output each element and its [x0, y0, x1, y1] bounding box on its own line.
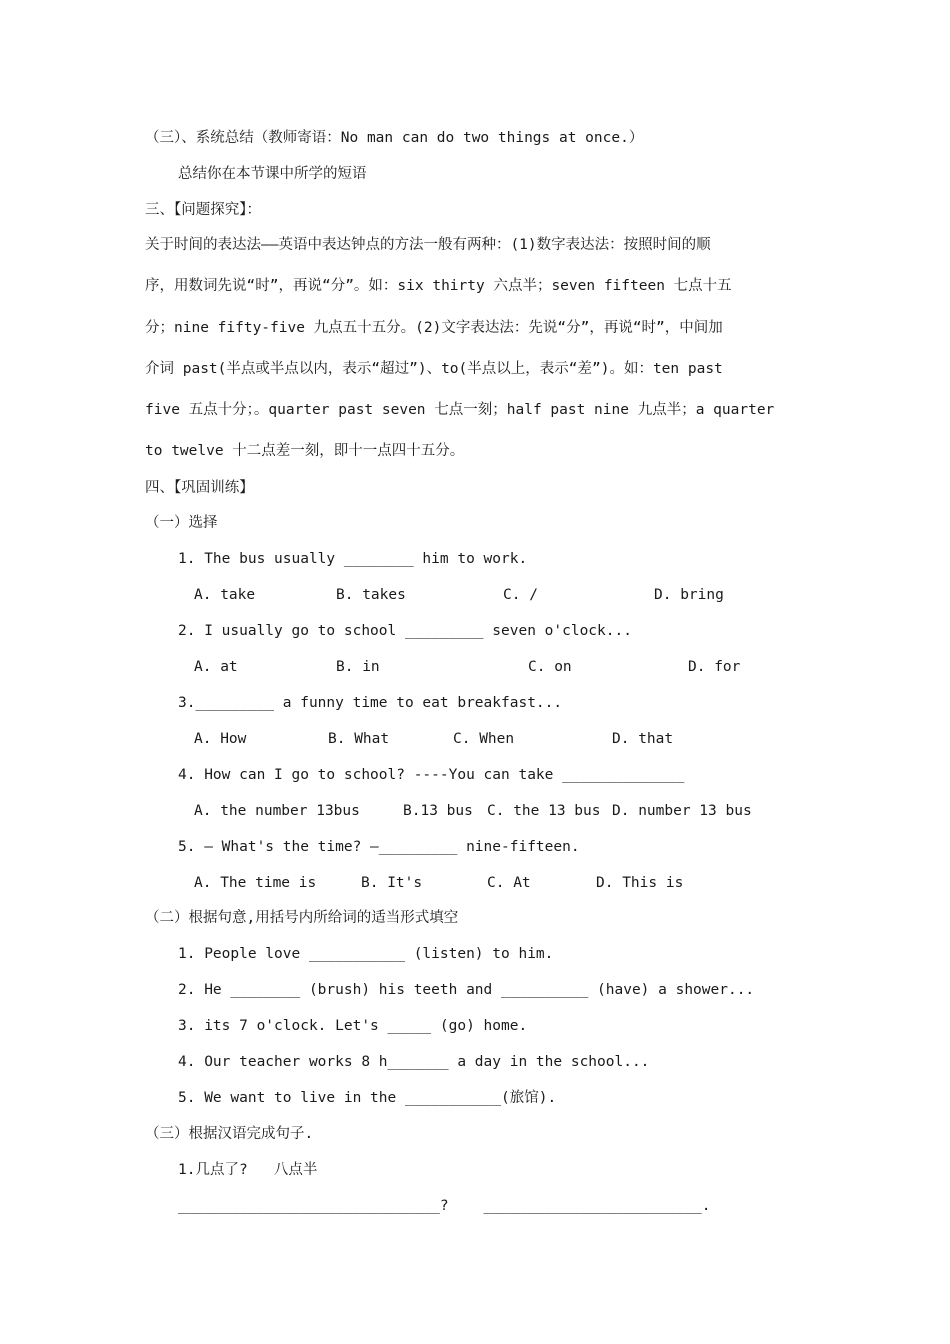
choice-question: 1. The bus usually ________ him to work.	[178, 551, 528, 567]
fill-question: 4. Our teacher works 8 h_______ a day in the school...	[178, 1054, 650, 1070]
choice-option: A. at	[194, 659, 238, 675]
choice-option: D. This is	[596, 875, 684, 891]
section-summary-text: 总结你在本节课中所学的短语	[178, 166, 367, 182]
choice-option: A. The time is	[194, 875, 317, 891]
consolidation-heading: 四、【巩固训练】	[145, 480, 254, 496]
choice-option: B. takes	[336, 587, 406, 603]
section-summary-heading: （三）、系统总结（教师寄语：No man can do two things at once.）	[145, 130, 644, 146]
choice-option: B. in	[336, 659, 380, 675]
fill-section-heading: （二）根据句意,用括号内所给词的适当形式填空	[145, 910, 459, 926]
choice-option: D. that	[612, 731, 674, 747]
choice-question: 5. — What's the time? —_________ nine-fifteen.	[178, 839, 580, 855]
choice-option: C. on	[528, 659, 572, 675]
choice-question: 2. I usually go to school _________ seven o'clock...	[178, 623, 632, 639]
choice-option: A. How	[194, 731, 247, 747]
choice-option: B.13 bus	[403, 803, 473, 819]
choice-option: A. take	[194, 587, 256, 603]
explanation-line: to twelve 十二点差一刻，即十一点四十五分。	[145, 443, 465, 459]
choice-option: C. the 13 bus	[487, 803, 601, 819]
fill-question: 1. People love ___________ (listen) to him.	[178, 946, 554, 962]
choice-question: 4. How can I go to school? ----You can take ______________	[178, 767, 685, 783]
choice-question: 3._________ a funny time to eat breakfast...	[178, 695, 563, 711]
choice-option: A. the number 13bus	[194, 803, 360, 819]
translate-question: 1.几点了? 八点半	[178, 1162, 318, 1178]
translate-section-heading: （三）根据汉语完成句子.	[145, 1126, 314, 1142]
choice-option: C. At	[487, 875, 531, 891]
choice-option: B. It's	[361, 875, 423, 891]
fill-question: 3. its 7 o'clock. Let's _____ (go) home.	[178, 1018, 528, 1034]
problem-inquiry-heading: 三、【问题探究】：	[145, 202, 261, 218]
choice-option: C. When	[453, 731, 515, 747]
explanation-line: five 五点十分；。quarter past seven 七点一刻；half past nine 九点半；a quarter	[145, 402, 775, 418]
choice-option: C. /	[503, 587, 538, 603]
choice-option: D. bring	[654, 587, 724, 603]
choice-section-heading: （一）选择	[145, 515, 218, 531]
fill-question: 2. He ________ (brush) his teeth and __________ (have) a shower...	[178, 982, 755, 998]
choice-option: D. for	[688, 659, 741, 675]
fill-question: 5. We want to live in the ___________(旅馆).	[178, 1090, 557, 1106]
explanation-line: 关于时间的表达法——英语中表达钟点的方法一般有两种：(1)数字表达法：按照时间的顺	[145, 237, 711, 253]
explanation-line: 分；nine fifty-five 九点五十五分。(2)文字表达法：先说“分”，再说“时”，中间加	[145, 320, 723, 336]
choice-option: B. What	[328, 731, 390, 747]
translate-answer-line: ______________________________? _________________________.	[178, 1198, 711, 1214]
choice-option: D. number 13 bus	[612, 803, 752, 819]
explanation-line: 序，用数词先说“时”，再说“分”。如：six thirty 六点半；seven fifteen 七点十五	[145, 278, 732, 294]
explanation-line: 介词 past(半点或半点以内，表示“超过”)、to(半点以上，表示“差”)。如：ten past	[145, 361, 723, 377]
